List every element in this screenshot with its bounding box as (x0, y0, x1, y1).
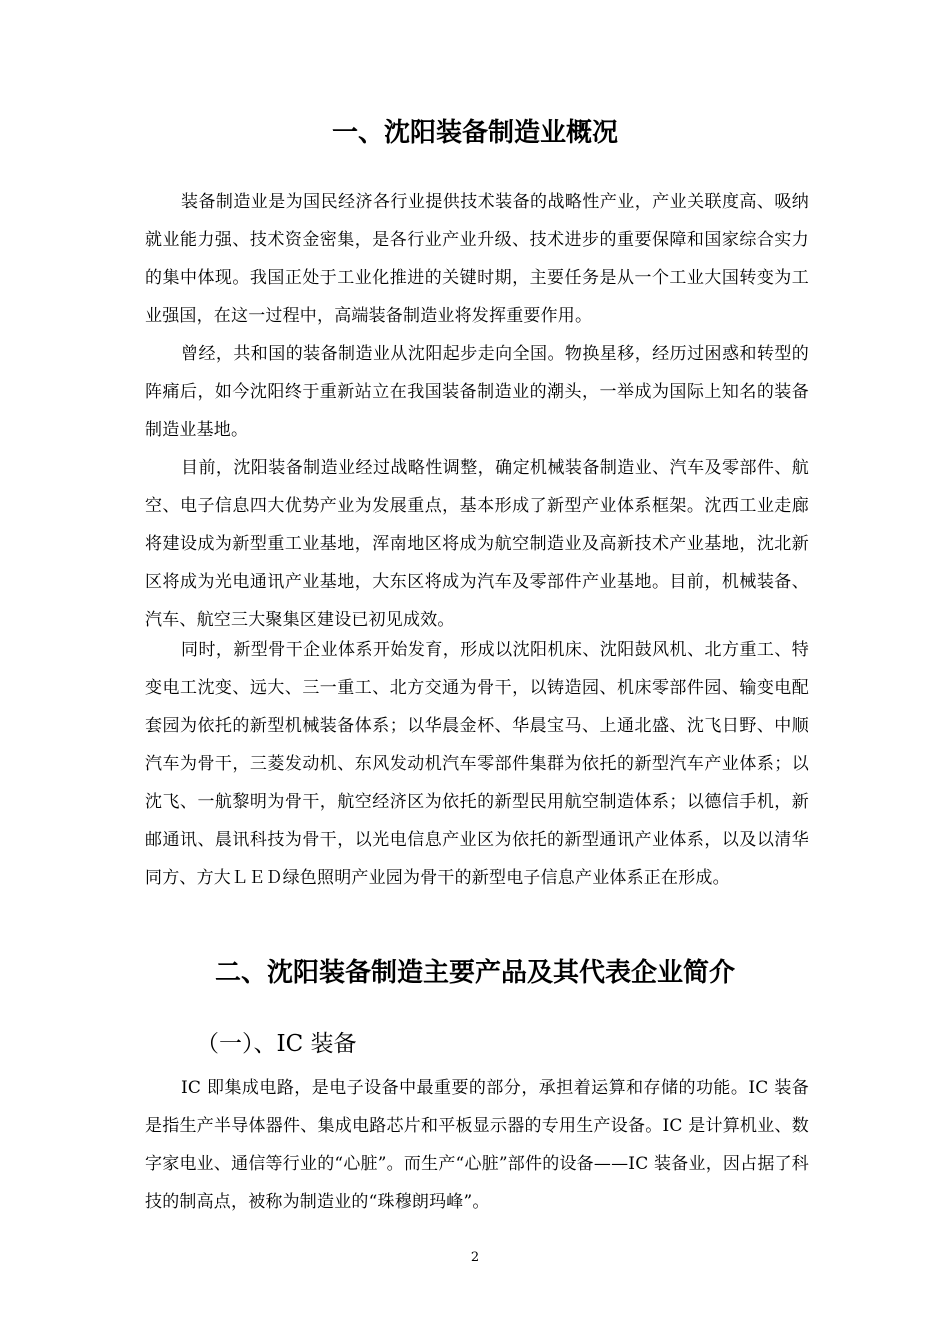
paragraph-history: 曾经，共和国的装备制造业从沈阳起步走向全国。物换星移，经历过困惑和转型的阵痛后，如今沈阳终于重新站立在我国装备制造业的潮头，一举成为国际上知名的装备制造业基地。 (145, 344, 809, 440)
paragraph-industries: 目前，沈阳装备制造业经过战略性调整，确定机械装备制造业、汽车及零部件、航空、电子信息四大优势产业为发展重点，基本形成了新型产业体系框架。沈西工业走廊将建设成为新型重工业基地，浑南地区将成为航空制造业及高新技术产业基地，沈北新区将成为光电通讯产业基地，大东区将成为汽车及零部件产业基地。目前，机械装备、汽车、航空三大聚集区建设已初见成效。 (145, 458, 809, 630)
paragraph-intro: 装备制造业是为国民经济各行业提供技术装备的战略性产业，产业关联度高、吸纳就业能力强、技术资金密集，是各行业产业升级、技术进步的重要保障和国家综合实力的集中体现。我国正处于工业化推进的关键时期，主要任务是从一个工业大国转变为工业强国，在这一过程中，高端装备制造业将发挥重要作用。 (145, 192, 809, 326)
section-heading-products: 二、沈阳装备制造主要产品及其代表企业简介 (214, 958, 735, 988)
paragraph-ic-equipment: IC 即集成电路，是电子设备中最重要的部分，承担着运算和存储的功能。IC 装备是指生产半导体器件、集成电路芯片和平板显示器的专用生产设备。IC 是计算机业、数字家电业、通信等行业的“心脏”。而生产“心脏”部件的设备——IC 装备业，因占据了科技的制高点，被称为制造业的“珠穆朗玛峰”。 (145, 1078, 809, 1212)
section-heading-overview: 一、沈阳装备制造业概况 (331, 118, 618, 148)
subsection-heading-ic-equipment: （一）、IC 装备 (196, 1031, 357, 1057)
page-number: 2 (470, 1250, 480, 1265)
paragraph-enterprises: 同时，新型骨干企业体系开始发育，形成以沈阳机床、沈阳鼓风机、北方重工、特变电工沈变、远大、三一重工、北方交通为骨干，以铸造园、机床零部件园、输变电配套园为依托的新型机械装备体系；以华晨金杯、华晨宝马、上通北盛、沈飞日野、中顺汽车为骨干，三菱发动机、东风发动机汽车零部件集群为依托的新型汽车产业体系；以沈飞、一航黎明为骨干，航空经济区为依托的新型民用航空制造体系；以德信手机，新邮通讯、晨讯科技为骨干，以光电信息产业区为依托的新型通讯产业体系，以及以清华同方、方大ＬＥＤ绿色照明产业园为骨干的新型电子信息产业体系正在形成。 (145, 640, 809, 888)
